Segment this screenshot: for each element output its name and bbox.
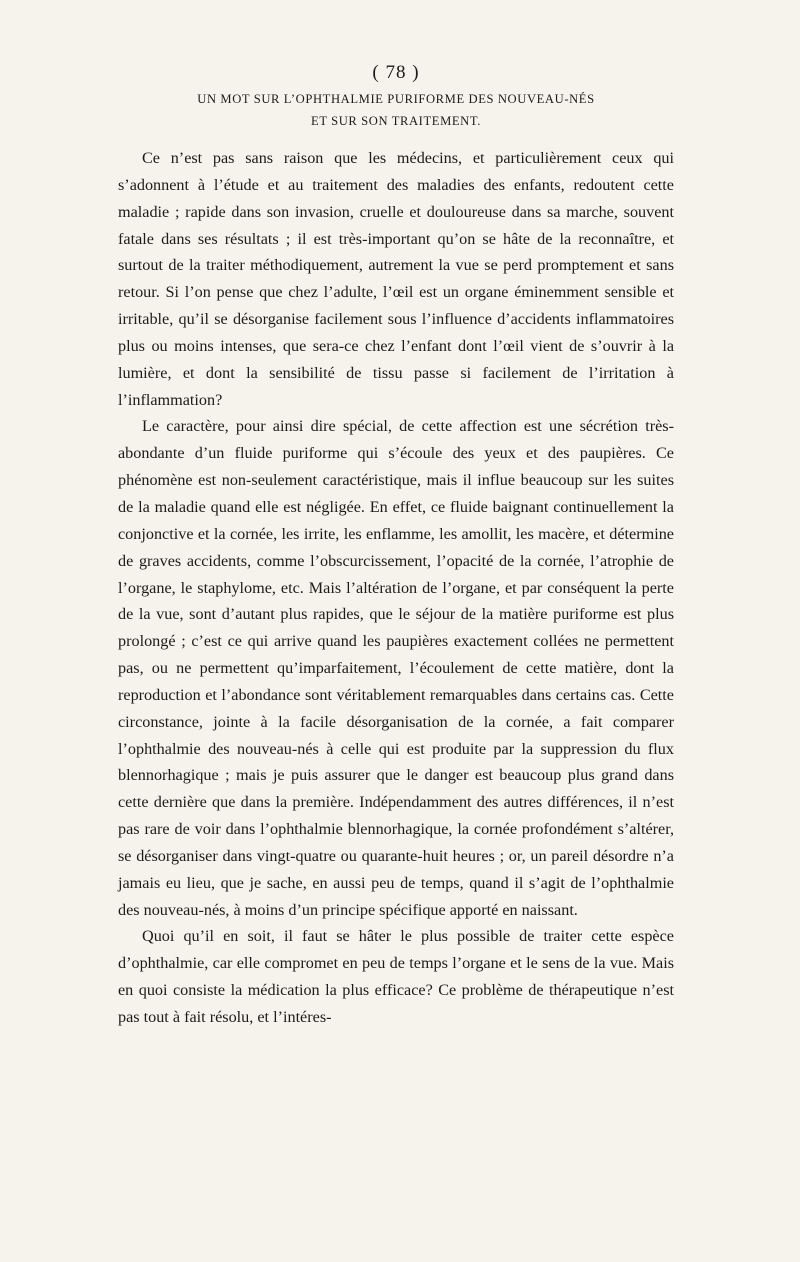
article-title-line-2: ET SUR SON TRAITEMENT. bbox=[311, 114, 481, 128]
paragraph: Le caractère, pour ainsi dire spécial, de cette affection est une sécrétion très-abondante d’un fluide puriforme qui s’écoule des yeux et des paupières. Ce phénomène est non-seulement caractéristique, mais il influe beaucoup sur les suites de la maladie quand elle est négligée. En effet, ce fluide baignant continuellement la conjonctive et la cornée, les irrite, les enflamme, les amollit, les macère, et détermine de graves accidents, comme l’obscurcissement, l’opacité de la cornée, l’atrophie de l’organe, le staphylome, etc. Mais l’altération de l’organe, et par conséquent la perte de la vue, sont d’autant plus rapides, que le séjour de la matière puriforme est plus prolongé ; c’est ce qui arrive quand les paupières exactement collées ne permettent pas, ou ne permettent qu’imparfaitement, l’écoulement de cette matière, dont la reproduction et l’abondance sont véritablement remarquables dans certains cas. Cette circonstance, jointe à la facile désorganisation de la cornée, a fait comparer l’ophthalmie des nouveau-nés à celle qui est produite par la suppression du flux blennorhagique ; mais je puis assurer que le danger est beaucoup plus grand dans cette dernière que dans la première. Indépendamment des autres différences, il n’est pas rare de voir dans l’ophthalmie blennorhagique, la cornée profondément s’altérer, se désorganiser dans vingt-quatre ou quarante-huit heures ; or, un pareil désordre n’a jamais eu lieu, que je sache, en aussi peu de temps, quand il s’agit de l’ophthalmie des nouveau-nés, à moins d’un principe spécifique apporté en naissant. bbox=[118, 417, 674, 919]
paragraph: Quoi qu’il en soit, il faut se hâter le plus possible de traiter cette espèce d’ophthalmie, car elle compromet en peu de temps l’organe et le sens de la vue. Mais en quoi consiste la médication la plus efficace? Ce problème de thérapeutique n’est pas tout à fait résolu, et l’intéres- bbox=[118, 927, 674, 1026]
page-number: ( 78 ) bbox=[372, 62, 420, 83]
article-body bbox=[118, 145, 674, 1031]
article-title bbox=[118, 88, 674, 132]
paragraph: Ce n’est pas sans raison que les médecins, et particulièrement ceux qui s’adonnent à l’étude et au traitement des maladies des enfants, redoutent cette maladie ; rapide dans son invasion, cruelle et douloureuse dans sa marche, souvent fatale dans ses résultats ; il est très-important qu’on se hâte de la reconnaître, et surtout de la traiter méthodiquement, autrement la vue se perd promptement et sans retour. Si l’on pense que chez l’adulte, l’œil est un organe éminemment sensible et irritable, qu’il se désorganise facilement sous l’influence d’accidents inflammatoires plus ou moins intenses, que sera-ce chez l’enfant dont l’œil vient de s’ouvrir à la lumière, et dont la sensibilité de tissu passe si facilement de l’irritation à l’inflammation? bbox=[118, 149, 674, 409]
article-title-line-1: UN MOT SUR L’OPHTHALMIE PURIFORME DES NOUVEAU-NÉS bbox=[197, 92, 595, 106]
page bbox=[118, 58, 674, 1031]
